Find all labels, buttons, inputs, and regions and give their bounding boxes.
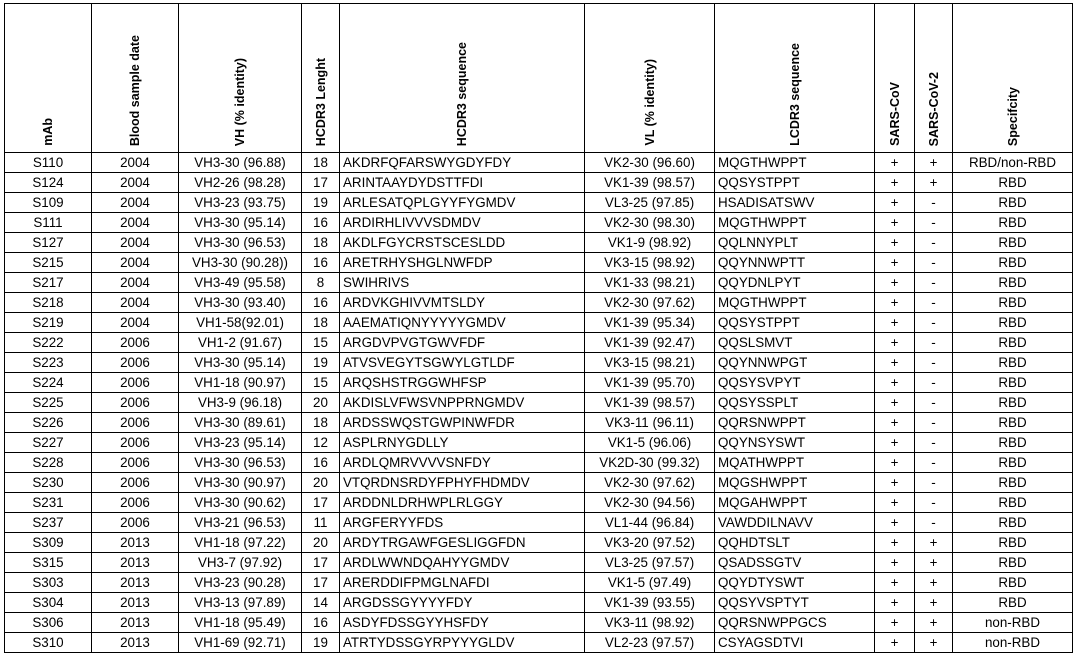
cell-hcdr3-sequence: AKDLFGYCRSTSCESLDD	[340, 233, 585, 253]
cell-sars-cov-2: -	[915, 333, 953, 353]
cell-hcdr3-length: 14	[302, 593, 340, 613]
header-sars-cov: SARS-CoV	[875, 4, 915, 153]
cell-hcdr3-length: 17	[302, 553, 340, 573]
cell-vl: VK1-39 (93.55)	[585, 593, 715, 613]
cell-mab: S315	[5, 553, 92, 573]
cell-mab: S219	[5, 313, 92, 333]
cell-vh: VH3-30 (90.28))	[179, 253, 302, 273]
antibody-table-container	[4, 3, 1073, 653]
cell-vl: VK1-39 (98.57)	[585, 393, 715, 413]
cell-sars-cov: +	[875, 253, 915, 273]
cell-sars-cov: +	[875, 573, 915, 593]
cell-vl: VK1-5 (96.06)	[585, 433, 715, 453]
cell-lcdr3-sequence: MQGSHWPPT	[715, 473, 875, 493]
cell-date: 2013	[92, 533, 179, 553]
cell-specificity: RBD	[953, 233, 1073, 253]
cell-sars-cov: +	[875, 453, 915, 473]
table-row	[5, 373, 1073, 393]
cell-mab: S124	[5, 173, 92, 193]
cell-hcdr3-length: 20	[302, 473, 340, 493]
cell-hcdr3-sequence: ATVSVEGYTSGWYLGTLDF	[340, 353, 585, 373]
cell-hcdr3-length: 19	[302, 633, 340, 653]
cell-date: 2006	[92, 453, 179, 473]
cell-specificity: RBD	[953, 213, 1073, 233]
cell-date: 2004	[92, 293, 179, 313]
cell-mab: S231	[5, 493, 92, 513]
cell-sars-cov-2: -	[915, 233, 953, 253]
cell-lcdr3-sequence: QQSYVSPTYT	[715, 593, 875, 613]
cell-vl: VK1-39 (92.47)	[585, 333, 715, 353]
cell-lcdr3-sequence: VAWDDILNAVV	[715, 513, 875, 533]
cell-vh: VH1-18 (97.22)	[179, 533, 302, 553]
cell-vh: VH1-2 (91.67)	[179, 333, 302, 353]
cell-mab: S109	[5, 193, 92, 213]
cell-sars-cov-2: +	[915, 553, 953, 573]
header-vl-identity: VL (% identity)	[585, 4, 715, 153]
cell-hcdr3-length: 18	[302, 413, 340, 433]
table-row	[5, 593, 1073, 613]
cell-mab: S237	[5, 513, 92, 533]
cell-lcdr3-sequence: QSADSSGTV	[715, 553, 875, 573]
cell-sars-cov: +	[875, 153, 915, 173]
cell-sars-cov-2: +	[915, 613, 953, 633]
cell-specificity: RBD	[953, 573, 1073, 593]
cell-hcdr3-sequence: ARDIRHLIVVVSDMDV	[340, 213, 585, 233]
cell-hcdr3-sequence: ARGFERYYFDS	[340, 513, 585, 533]
cell-lcdr3-sequence: QQLNNYPLT	[715, 233, 875, 253]
cell-vl: VL3-25 (97.57)	[585, 553, 715, 573]
cell-sars-cov-2: -	[915, 493, 953, 513]
cell-vl: VK1-39 (98.57)	[585, 173, 715, 193]
cell-sars-cov: +	[875, 633, 915, 653]
cell-vl: VK3-11 (96.11)	[585, 413, 715, 433]
cell-lcdr3-sequence: QQYNNWPGT	[715, 353, 875, 373]
cell-vl: VL1-44 (96.84)	[585, 513, 715, 533]
cell-vl: VK2-30 (97.62)	[585, 473, 715, 493]
cell-lcdr3-sequence: QQYDTYSWT	[715, 573, 875, 593]
cell-lcdr3-sequence: HSADISATSWV	[715, 193, 875, 213]
cell-sars-cov-2: +	[915, 593, 953, 613]
cell-hcdr3-length: 16	[302, 253, 340, 273]
cell-hcdr3-sequence: ARDLWWNDQAHYYGMDV	[340, 553, 585, 573]
cell-vh: VH3-7 (97.92)	[179, 553, 302, 573]
cell-sars-cov-2: +	[915, 173, 953, 193]
cell-hcdr3-length: 12	[302, 433, 340, 453]
cell-specificity: non-RBD	[953, 633, 1073, 653]
cell-specificity: RBD	[953, 513, 1073, 533]
header-specificity: Specifcity	[953, 4, 1073, 153]
cell-hcdr3-sequence: ARDDNLDRHWPLRLGGY	[340, 493, 585, 513]
cell-hcdr3-sequence: ATRTYDSSGYRPYYYGLDV	[340, 633, 585, 653]
cell-date: 2006	[92, 373, 179, 393]
table-row	[5, 393, 1073, 413]
cell-sars-cov-2: -	[915, 253, 953, 273]
cell-hcdr3-length: 16	[302, 453, 340, 473]
cell-lcdr3-sequence: QQSLSMVT	[715, 333, 875, 353]
cell-vl: VK2D-30 (99.32)	[585, 453, 715, 473]
cell-date: 2006	[92, 513, 179, 533]
table-row	[5, 493, 1073, 513]
cell-vh: VH1-18 (95.49)	[179, 613, 302, 633]
cell-date: 2004	[92, 173, 179, 193]
cell-mab: S225	[5, 393, 92, 413]
cell-sars-cov: +	[875, 233, 915, 253]
cell-sars-cov: +	[875, 533, 915, 553]
cell-hcdr3-length: 18	[302, 153, 340, 173]
table-row	[5, 533, 1073, 553]
cell-vh: VH3-30 (96.53)	[179, 453, 302, 473]
cell-vh: VH3-23 (93.75)	[179, 193, 302, 213]
header-hcdr3-length: HCDR3 Lenght	[302, 4, 340, 153]
cell-vh: VH3-30 (96.88)	[179, 153, 302, 173]
cell-date: 2004	[92, 273, 179, 293]
header-mab: mAb	[5, 4, 92, 153]
cell-sars-cov-2: -	[915, 413, 953, 433]
cell-date: 2006	[92, 413, 179, 433]
cell-vl: VK1-5 (97.49)	[585, 573, 715, 593]
cell-hcdr3-length: 19	[302, 353, 340, 373]
cell-vh: VH1-58(92.01)	[179, 313, 302, 333]
cell-vl: VK2-30 (98.30)	[585, 213, 715, 233]
cell-date: 2004	[92, 253, 179, 273]
cell-vl: VK3-15 (98.92)	[585, 253, 715, 273]
cell-sars-cov: +	[875, 173, 915, 193]
cell-vh: VH3-30 (89.61)	[179, 413, 302, 433]
cell-vh: VH3-30 (95.14)	[179, 353, 302, 373]
cell-specificity: RBD	[953, 193, 1073, 213]
table-row	[5, 573, 1073, 593]
cell-sars-cov-2: -	[915, 313, 953, 333]
cell-lcdr3-sequence: MQATHWPPT	[715, 453, 875, 473]
cell-vh: VH3-30 (90.62)	[179, 493, 302, 513]
table-row	[5, 513, 1073, 533]
cell-hcdr3-sequence: ARETRHYSHGLNWFDP	[340, 253, 585, 273]
cell-sars-cov: +	[875, 493, 915, 513]
cell-sars-cov: +	[875, 333, 915, 353]
cell-specificity: RBD	[953, 533, 1073, 553]
cell-sars-cov-2: -	[915, 373, 953, 393]
cell-mab: S228	[5, 453, 92, 473]
cell-vh: VH3-23 (95.14)	[179, 433, 302, 453]
cell-sars-cov: +	[875, 473, 915, 493]
cell-hcdr3-sequence: ARDLQMRVVVVSNFDY	[340, 453, 585, 473]
cell-vl: VL3-25 (97.85)	[585, 193, 715, 213]
cell-specificity: RBD	[953, 593, 1073, 613]
cell-lcdr3-sequence: QQYNSYSWT	[715, 433, 875, 453]
cell-hcdr3-length: 18	[302, 233, 340, 253]
table-row	[5, 613, 1073, 633]
cell-sars-cov-2: +	[915, 573, 953, 593]
cell-lcdr3-sequence: QQSYSSPLT	[715, 393, 875, 413]
cell-specificity: RBD	[953, 413, 1073, 433]
cell-specificity: RBD	[953, 173, 1073, 193]
cell-date: 2013	[92, 553, 179, 573]
cell-mab: S309	[5, 533, 92, 553]
cell-mab: S218	[5, 293, 92, 313]
cell-sars-cov-2: +	[915, 533, 953, 553]
table-row	[5, 353, 1073, 373]
cell-vh: VH2-26 (98.28)	[179, 173, 302, 193]
cell-vh: VH3-9 (96.18)	[179, 393, 302, 413]
cell-vh: VH3-21 (96.53)	[179, 513, 302, 533]
cell-sars-cov: +	[875, 313, 915, 333]
cell-mab: S110	[5, 153, 92, 173]
cell-mab: S223	[5, 353, 92, 373]
table-row	[5, 173, 1073, 193]
cell-lcdr3-sequence: QQYDNLPYT	[715, 273, 875, 293]
table-row	[5, 633, 1073, 653]
cell-date: 2006	[92, 393, 179, 413]
cell-mab: S310	[5, 633, 92, 653]
table-body	[5, 153, 1073, 653]
cell-sars-cov-2: -	[915, 293, 953, 313]
cell-date: 2006	[92, 433, 179, 453]
cell-hcdr3-sequence: ARINTAAYDYDSTTFDI	[340, 173, 585, 193]
table-row	[5, 293, 1073, 313]
table-row	[5, 233, 1073, 253]
cell-sars-cov: +	[875, 393, 915, 413]
cell-hcdr3-sequence: ARGDVPVGTGWVFDF	[340, 333, 585, 353]
cell-specificity: RBD	[953, 353, 1073, 373]
cell-sars-cov: +	[875, 193, 915, 213]
cell-vl: VK3-20 (97.52)	[585, 533, 715, 553]
cell-sars-cov-2: -	[915, 453, 953, 473]
cell-specificity: non-RBD	[953, 613, 1073, 633]
antibody-table	[4, 3, 1073, 653]
cell-vl: VK2-30 (94.56)	[585, 493, 715, 513]
cell-hcdr3-sequence: ARERDDIFPMGLNAFDI	[340, 573, 585, 593]
cell-mab: S111	[5, 213, 92, 233]
cell-hcdr3-length: 20	[302, 533, 340, 553]
cell-date: 2004	[92, 313, 179, 333]
cell-date: 2013	[92, 593, 179, 613]
cell-sars-cov: +	[875, 433, 915, 453]
cell-specificity: RBD	[953, 293, 1073, 313]
cell-hcdr3-sequence: ARDYTRGAWFGESLIGGFDN	[340, 533, 585, 553]
cell-hcdr3-length: 11	[302, 513, 340, 533]
cell-mab: S230	[5, 473, 92, 493]
cell-vl: VK1-39 (95.70)	[585, 373, 715, 393]
table-row	[5, 413, 1073, 433]
table-row	[5, 193, 1073, 213]
cell-mab: S306	[5, 613, 92, 633]
cell-hcdr3-sequence: ARGDSSGYYYYFDY	[340, 593, 585, 613]
cell-lcdr3-sequence: MQGTHWPPT	[715, 293, 875, 313]
table-row	[5, 313, 1073, 333]
cell-date: 2013	[92, 633, 179, 653]
cell-mab: S226	[5, 413, 92, 433]
cell-vl: VL2-23 (97.57)	[585, 633, 715, 653]
cell-sars-cov-2: -	[915, 393, 953, 413]
cell-vl: VK3-11 (98.92)	[585, 613, 715, 633]
cell-vl: VK2-30 (96.60)	[585, 153, 715, 173]
cell-hcdr3-sequence: AAEMATIQNYYYYYGMDV	[340, 313, 585, 333]
table-row	[5, 433, 1073, 453]
cell-specificity: RBD	[953, 553, 1073, 573]
cell-lcdr3-sequence: QQRSNWPPGCS	[715, 613, 875, 633]
cell-hcdr3-length: 15	[302, 373, 340, 393]
cell-lcdr3-sequence: MQGTHWPPT	[715, 213, 875, 233]
cell-specificity: RBD	[953, 393, 1073, 413]
cell-specificity: RBD	[953, 333, 1073, 353]
cell-mab: S303	[5, 573, 92, 593]
cell-hcdr3-length: 8	[302, 273, 340, 293]
cell-date: 2004	[92, 193, 179, 213]
cell-vh: VH3-30 (90.97)	[179, 473, 302, 493]
cell-date: 2006	[92, 473, 179, 493]
cell-vh: VH3-49 (95.58)	[179, 273, 302, 293]
cell-hcdr3-sequence: ASPLRNYGDLLY	[340, 433, 585, 453]
cell-specificity: RBD	[953, 273, 1073, 293]
cell-hcdr3-length: 16	[302, 293, 340, 313]
header-hcdr3-sequence: HCDR3 sequence	[340, 4, 585, 153]
cell-hcdr3-length: 17	[302, 493, 340, 513]
cell-hcdr3-length: 19	[302, 193, 340, 213]
cell-mab: S217	[5, 273, 92, 293]
header-row	[5, 4, 1073, 153]
cell-hcdr3-sequence: ARDVKGHIVVMTSLDY	[340, 293, 585, 313]
cell-vh: VH3-23 (90.28)	[179, 573, 302, 593]
cell-hcdr3-sequence: ARLESATQPLGYYFYGMDV	[340, 193, 585, 213]
cell-sars-cov-2: -	[915, 273, 953, 293]
cell-mab: S222	[5, 333, 92, 353]
cell-date: 2004	[92, 153, 179, 173]
cell-hcdr3-length: 17	[302, 573, 340, 593]
cell-sars-cov: +	[875, 353, 915, 373]
cell-date: 2004	[92, 233, 179, 253]
cell-hcdr3-sequence: ARDSSWQSTGWPINWFDR	[340, 413, 585, 433]
cell-specificity: RBD	[953, 493, 1073, 513]
cell-sars-cov: +	[875, 553, 915, 573]
cell-sars-cov: +	[875, 293, 915, 313]
cell-date: 2013	[92, 613, 179, 633]
cell-sars-cov-2: -	[915, 473, 953, 493]
cell-sars-cov-2: -	[915, 433, 953, 453]
cell-specificity: RBD	[953, 473, 1073, 493]
cell-lcdr3-sequence: QQSYSVPYT	[715, 373, 875, 393]
cell-lcdr3-sequence: QQHDTSLT	[715, 533, 875, 553]
table-row	[5, 453, 1073, 473]
cell-sars-cov: +	[875, 613, 915, 633]
cell-vh: VH3-30 (93.40)	[179, 293, 302, 313]
table-row	[5, 253, 1073, 273]
cell-hcdr3-length: 16	[302, 613, 340, 633]
cell-lcdr3-sequence: QQSYSTPPT	[715, 313, 875, 333]
header-lcdr3-sequence: LCDR3 sequence	[715, 4, 875, 153]
cell-vl: VK3-15 (98.21)	[585, 353, 715, 373]
cell-hcdr3-length: 18	[302, 313, 340, 333]
header-sars-cov-2: SARS-CoV-2	[915, 4, 953, 153]
cell-lcdr3-sequence: MQGTHWPPT	[715, 153, 875, 173]
header-blood-sample-date: Blood sample date	[92, 4, 179, 153]
cell-sars-cov: +	[875, 213, 915, 233]
header-vh-identity: VH (% identity)	[179, 4, 302, 153]
cell-lcdr3-sequence: QQRSNWPPT	[715, 413, 875, 433]
cell-vh: VH1-18 (90.97)	[179, 373, 302, 393]
cell-hcdr3-sequence: ASDYFDSSGYYHSFDY	[340, 613, 585, 633]
cell-sars-cov: +	[875, 593, 915, 613]
cell-sars-cov-2: -	[915, 513, 953, 533]
cell-hcdr3-length: 17	[302, 173, 340, 193]
cell-sars-cov: +	[875, 373, 915, 393]
cell-vh: VH3-30 (95.14)	[179, 213, 302, 233]
cell-date: 2006	[92, 493, 179, 513]
cell-sars-cov: +	[875, 273, 915, 293]
cell-lcdr3-sequence: QQYNNWPTT	[715, 253, 875, 273]
cell-date: 2006	[92, 333, 179, 353]
cell-sars-cov-2: -	[915, 193, 953, 213]
cell-hcdr3-sequence: AKDRFQFARSWYGDYFDY	[340, 153, 585, 173]
cell-specificity: RBD	[953, 313, 1073, 333]
cell-vh: VH3-30 (96.53)	[179, 233, 302, 253]
cell-vl: VK1-39 (95.34)	[585, 313, 715, 333]
cell-hcdr3-sequence: VTQRDNSRDYFPHYFHDMDV	[340, 473, 585, 493]
cell-vl: VK1-9 (98.92)	[585, 233, 715, 253]
table-row	[5, 553, 1073, 573]
cell-vh: VH1-69 (92.71)	[179, 633, 302, 653]
cell-vl: VK2-30 (97.62)	[585, 293, 715, 313]
cell-specificity: RBD	[953, 453, 1073, 473]
cell-date: 2013	[92, 573, 179, 593]
cell-specificity: RBD	[953, 373, 1073, 393]
table-row	[5, 153, 1073, 173]
cell-mab: S127	[5, 233, 92, 253]
table-row	[5, 213, 1073, 233]
cell-mab: S215	[5, 253, 92, 273]
table-row	[5, 273, 1073, 293]
cell-specificity: RBD	[953, 253, 1073, 273]
cell-hcdr3-sequence: ARQSHSTRGGWHFSP	[340, 373, 585, 393]
cell-date: 2006	[92, 353, 179, 373]
cell-lcdr3-sequence: QQSYSTPPT	[715, 173, 875, 193]
cell-mab: S224	[5, 373, 92, 393]
cell-vl: VK1-33 (98.21)	[585, 273, 715, 293]
cell-sars-cov-2: -	[915, 213, 953, 233]
cell-lcdr3-sequence: CSYAGSDTVI	[715, 633, 875, 653]
cell-hcdr3-length: 16	[302, 213, 340, 233]
cell-sars-cov: +	[875, 413, 915, 433]
cell-specificity: RBD/non-RBD	[953, 153, 1073, 173]
cell-hcdr3-sequence: SWIHRIVS	[340, 273, 585, 293]
cell-mab: S227	[5, 433, 92, 453]
cell-hcdr3-length: 20	[302, 393, 340, 413]
cell-hcdr3-sequence: AKDISLVFWSVNPPRNGMDV	[340, 393, 585, 413]
cell-sars-cov-2: +	[915, 633, 953, 653]
cell-date: 2004	[92, 213, 179, 233]
cell-lcdr3-sequence: MQGAHWPPT	[715, 493, 875, 513]
cell-specificity: RBD	[953, 433, 1073, 453]
cell-hcdr3-length: 15	[302, 333, 340, 353]
cell-mab: S304	[5, 593, 92, 613]
table-row	[5, 473, 1073, 493]
cell-sars-cov: +	[875, 513, 915, 533]
cell-sars-cov-2: +	[915, 153, 953, 173]
cell-vh: VH3-13 (97.89)	[179, 593, 302, 613]
cell-sars-cov-2: -	[915, 353, 953, 373]
table-row	[5, 333, 1073, 353]
